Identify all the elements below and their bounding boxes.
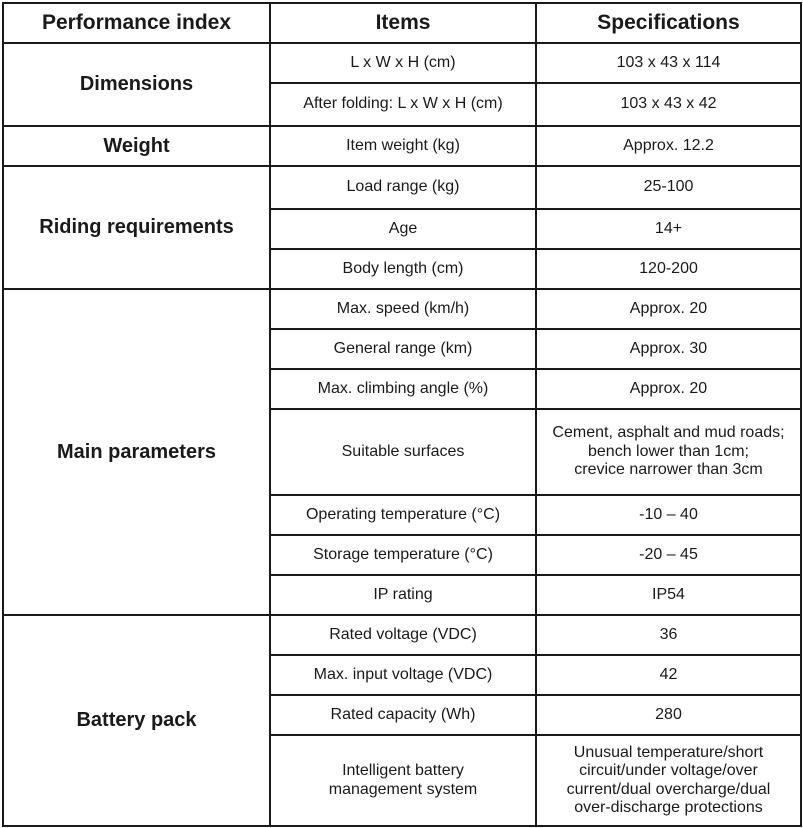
spec-cell: Approx. 30 <box>536 329 801 369</box>
spec-cell: Cement, asphalt and mud roads; bench lower than 1cm; crevice narrower than 3cm <box>536 409 801 495</box>
spec-cell: Approx. 20 <box>536 289 801 329</box>
table-row <box>3 615 801 655</box>
table-row <box>3 289 801 329</box>
group-riding-requirements: Riding requirements <box>3 166 270 289</box>
table-row <box>3 166 801 209</box>
spec-cell: Approx. 20 <box>536 369 801 409</box>
item-cell: Max. input voltage (VDC) <box>270 655 536 695</box>
spec-cell: 280 <box>536 695 801 735</box>
spec-cell: -20 – 45 <box>536 535 801 575</box>
header-row <box>3 3 801 43</box>
spec-cell: -10 – 40 <box>536 495 801 535</box>
item-cell: L x W x H (cm) <box>270 43 536 83</box>
item-cell: After folding: L x W x H (cm) <box>270 83 536 126</box>
item-cell: Max. speed (km/h) <box>270 289 536 329</box>
spec-cell: 42 <box>536 655 801 695</box>
item-cell: Max. climbing angle (%) <box>270 369 536 409</box>
item-cell: Item weight (kg) <box>270 126 536 166</box>
header-performance-index: Performance index <box>3 3 270 43</box>
spec-cell: 103 x 43 x 114 <box>536 43 801 83</box>
item-cell: Operating temperature (°C) <box>270 495 536 535</box>
spec-cell: 25-100 <box>536 166 801 209</box>
item-cell: Load range (kg) <box>270 166 536 209</box>
spec-cell: Unusual temperature/short circuit/under voltage/over current/dual overcharge/dual over-discharge protections <box>536 735 801 826</box>
group-main-parameters: Main parameters <box>3 289 270 615</box>
item-cell: Rated voltage (VDC) <box>270 615 536 655</box>
table-row <box>3 43 801 83</box>
item-cell: Rated capacity (Wh) <box>270 695 536 735</box>
spec-cell: 103 x 43 x 42 <box>536 83 801 126</box>
item-cell: Intelligent battery management system <box>270 735 536 826</box>
item-cell: Storage temperature (°C) <box>270 535 536 575</box>
group-battery-pack: Battery pack <box>3 615 270 826</box>
header-specifications: Specifications <box>536 3 801 43</box>
spec-cell: Approx. 12.2 <box>536 126 801 166</box>
spec-cell: IP54 <box>536 575 801 615</box>
item-cell: Body length (cm) <box>270 249 536 289</box>
item-cell: IP rating <box>270 575 536 615</box>
item-cell: Age <box>270 209 536 249</box>
specifications-table <box>2 2 802 827</box>
item-cell: General range (km) <box>270 329 536 369</box>
group-dimensions: Dimensions <box>3 43 270 126</box>
group-weight: Weight <box>3 126 270 166</box>
spec-cell: 36 <box>536 615 801 655</box>
item-cell: Suitable surfaces <box>270 409 536 495</box>
header-items: Items <box>270 3 536 43</box>
spec-cell: 120-200 <box>536 249 801 289</box>
spec-cell: 14+ <box>536 209 801 249</box>
table-row <box>3 126 801 166</box>
